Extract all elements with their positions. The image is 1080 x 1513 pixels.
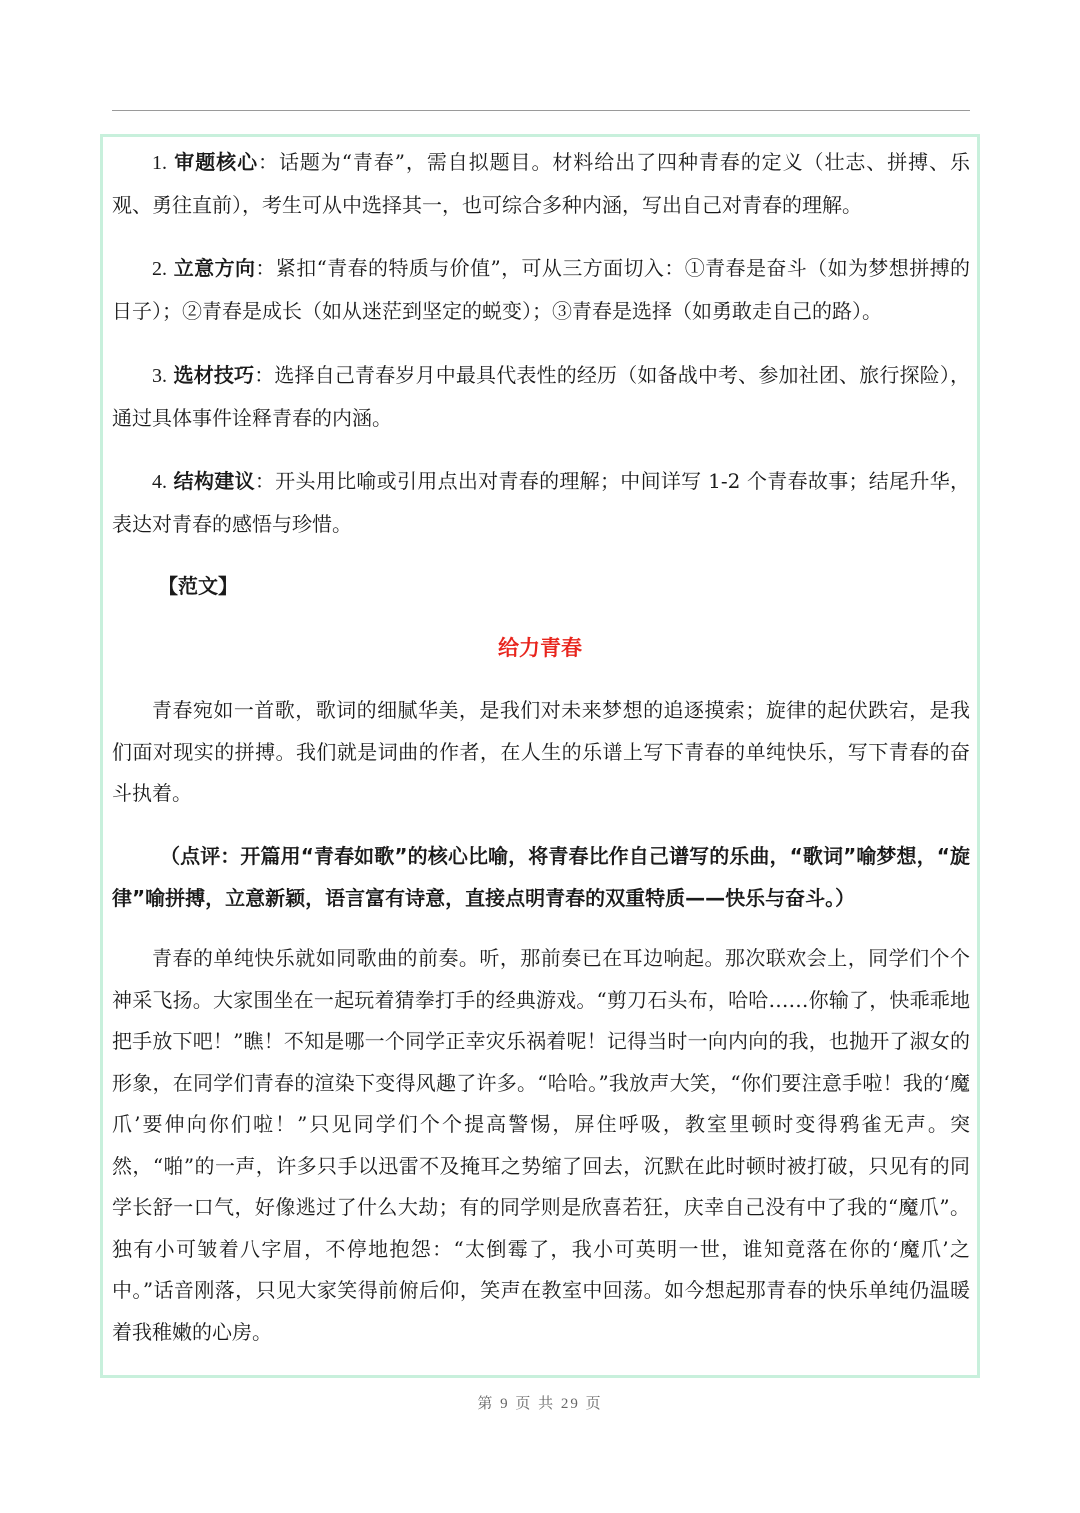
page-footer: 第 9 页 共 29 页 [477,1396,603,1412]
point-4-label: 结构建议 [173,469,255,493]
point-1: 1. 审题核心：话题为“青春”，需自拟题目。材料给出了四种青春的定义（壮志、拼搏、乐观、勇往直前），考生可从中选择其一，也可综合多种内涵，写出自己对青春的理解。 [112,150,971,217]
point-3: 3. 选材技巧：选择自己青春岁月中最具代表性的经历（如备战中考、参加社团、旅行探险），通过具体事件诠释青春的内涵。 [112,363,971,430]
essay-paragraph-2: 青春的单纯快乐就如同歌曲的前奏。听，那前奏已在耳边响起。那次联欢会上，同学们个个神采飞扬。大家围坐在一起玩着猜拳打手的经典游戏。“剪刀石头布，哈哈……你输了，快乖乖地把手放下吧！”瞧！不知是哪一个同学正幸灾乐祸着呢！记得当时一向内向的我，也抛开了淑女的形象，在同学们青春的渲染下变得风趣了许多。“哈哈。”我放声大笑，“你们要注意手啦！我的‘魔爪’要伸向你们啦！”只见同学们个个提高警惕，屏住呼吸，教室里顿时变得鸦雀无声。突然，“啪”的一声，许多只手以迅雷不及掩耳之势缩了回去，沉默在此时顿时被打破，只见有的同学长舒一口气，好像逃过了什么大劫；有的同学则是欣喜若狂，庆幸自己没有中了我的“魔爪”。独有小可皱着八字眉，不停地抱怨：“太倒霉了，我小可英明一世，谁知竟落在你的‘魔爪’之中。”话音刚落，只见大家笑得前俯后仰，笑声在教室中回荡。如今想起那青春的快乐单纯仍温暖着我稚嫩的心房。 [112,946,970,1344]
essay-paragraph-1: 青春宛如一首歌，歌词的细腻华美，是我们对未来梦想的追逐摸索；旋律的起伏跌宕，是我们面对现实的拼搏。我们就是词曲的作者，在人生的乐谱上写下青春的单纯快乐，写下青春的奋斗执着。 [112,698,970,805]
point-1-label: 审题核心 [174,150,259,174]
fanwen-heading: 【范文】 [158,574,238,598]
point-1-text: ：话题为“青春”，需自拟题目。材料给出了四种青春的定义（壮志、拼搏、乐观、勇往直前），考生可从中选择其一，也可综合多种内涵，写出自己对青春的理解。 [112,150,971,217]
point-2: 2. 立意方向：紧扣“青春的特质与价值”，可从三方面切入：①青春是奋斗（如为梦想拼搏的日子）；②青春是成长（如从迷茫到坚定的蜕变）；③青春是选择（如勇敢走自己的路）。 [112,256,971,323]
point-2-label: 立意方向 [173,256,256,280]
point-4: 4. 结构建议：开头用比喻或引用点出对青春的理解；中间详写 1-2 个青春故事；结尾升华，表达对青春的感悟与珍惜。 [112,469,971,536]
point-3-text: ：选择自己青春岁月中最具代表性的经历（如备战中考、参加社团、旅行探险），通过具体事件诠释青春的内涵。 [112,363,971,430]
essay-comment: （点评：开篇用“青春如歌”的核心比喻，将青春比作自己谱写的乐曲，“歌词”喻梦想，“旋律”喻拼搏，立意新颖，语言富有诗意，直接点明青春的双重特质——快乐与奋斗。） [112,844,970,910]
point-4-text: ：开头用比喻或引用点出对青春的理解；中间详写 1-2 个青春故事；结尾升华，表达对青春的感悟与珍惜。 [112,469,971,536]
header-rule [112,110,970,111]
point-3-label: 选材技巧 [173,363,255,387]
point-2-text: ：紧扣“青春的特质与价值”，可从三方面切入：①青春是奋斗（如为梦想拼搏的日子）；②青春是成长（如从迷茫到坚定的蜕变）；③青春是选择（如勇敢走自己的路）。 [112,256,971,323]
essay-title: 给力青春 [498,636,582,660]
